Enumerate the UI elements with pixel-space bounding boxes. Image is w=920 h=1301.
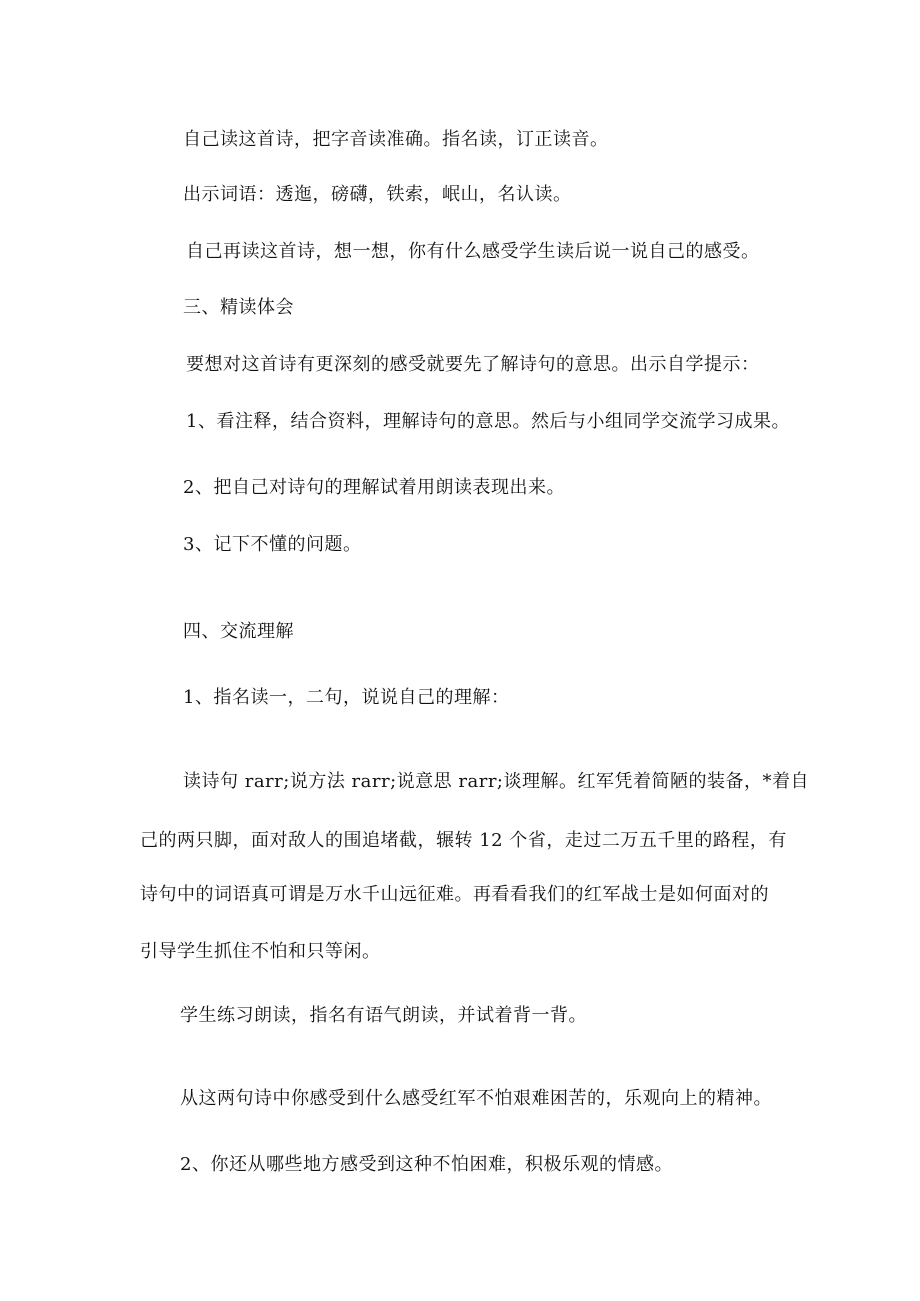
paragraph-read-poem: 自己读这首诗，把字音读准确。指名读，订正读音。 — [183, 129, 609, 150]
list-item-hint-2: 2、把自己对诗句的理解试着用朗读表现出来。 — [183, 477, 565, 498]
list-item-exchange-1: 1、指名读一，二句，说说自己的理解： — [183, 687, 510, 708]
list-item-exchange-2: 2、你还从哪些地方感受到这种不怕困难，积极乐观的情感。 — [180, 1154, 673, 1175]
paragraph-practice-reading: 学生练习朗读，指名有语气朗读，并试着背一背。 — [180, 1005, 587, 1026]
list-item-hint-3: 3、记下不懂的问题。 — [183, 534, 362, 555]
paragraph-analysis-line-1: 读诗句 rarr;说方法 rarr;说意思 rarr;谈理解。红军凭着简陋的装备，*着自 — [183, 771, 809, 792]
heading-section-three: 三、精读体会 — [183, 297, 294, 318]
paragraph-analysis-line-3: 诗句中的词语真可谓是万水千山远征难。再看看我们的红军战士是如何面对的 — [140, 884, 769, 905]
heading-section-four: 四、交流理解 — [183, 621, 294, 642]
list-item-hint-1: 1、看注释，结合资料，理解诗句的意思。然后与小组同学交流学习成果。 — [186, 411, 790, 432]
paragraph-show-words: 出示词语：透迤，磅礴，铁索，岷山，名认读。 — [183, 184, 572, 205]
paragraph-feeling-spirit: 从这两句诗中你感受到什么感受红军不怕艰难困苦的，乐观向上的精神。 — [180, 1088, 772, 1109]
paragraph-analysis-line-2: 己的两只脚，面对敌人的围追堵截，辗转 12 个省，走过二万五千里的路程，有 — [140, 830, 787, 851]
paragraph-self-study-hint: 要想对这首诗有更深刻的感受就要先了解诗句的意思。出示自学提示： — [186, 354, 760, 375]
paragraph-reread-poem: 自己再读这首诗，想一想，你有什么感受学生读后说一说自己的感受。 — [186, 241, 760, 262]
paragraph-analysis-line-4: 引导学生抓住不怕和只等闲。 — [140, 941, 381, 962]
